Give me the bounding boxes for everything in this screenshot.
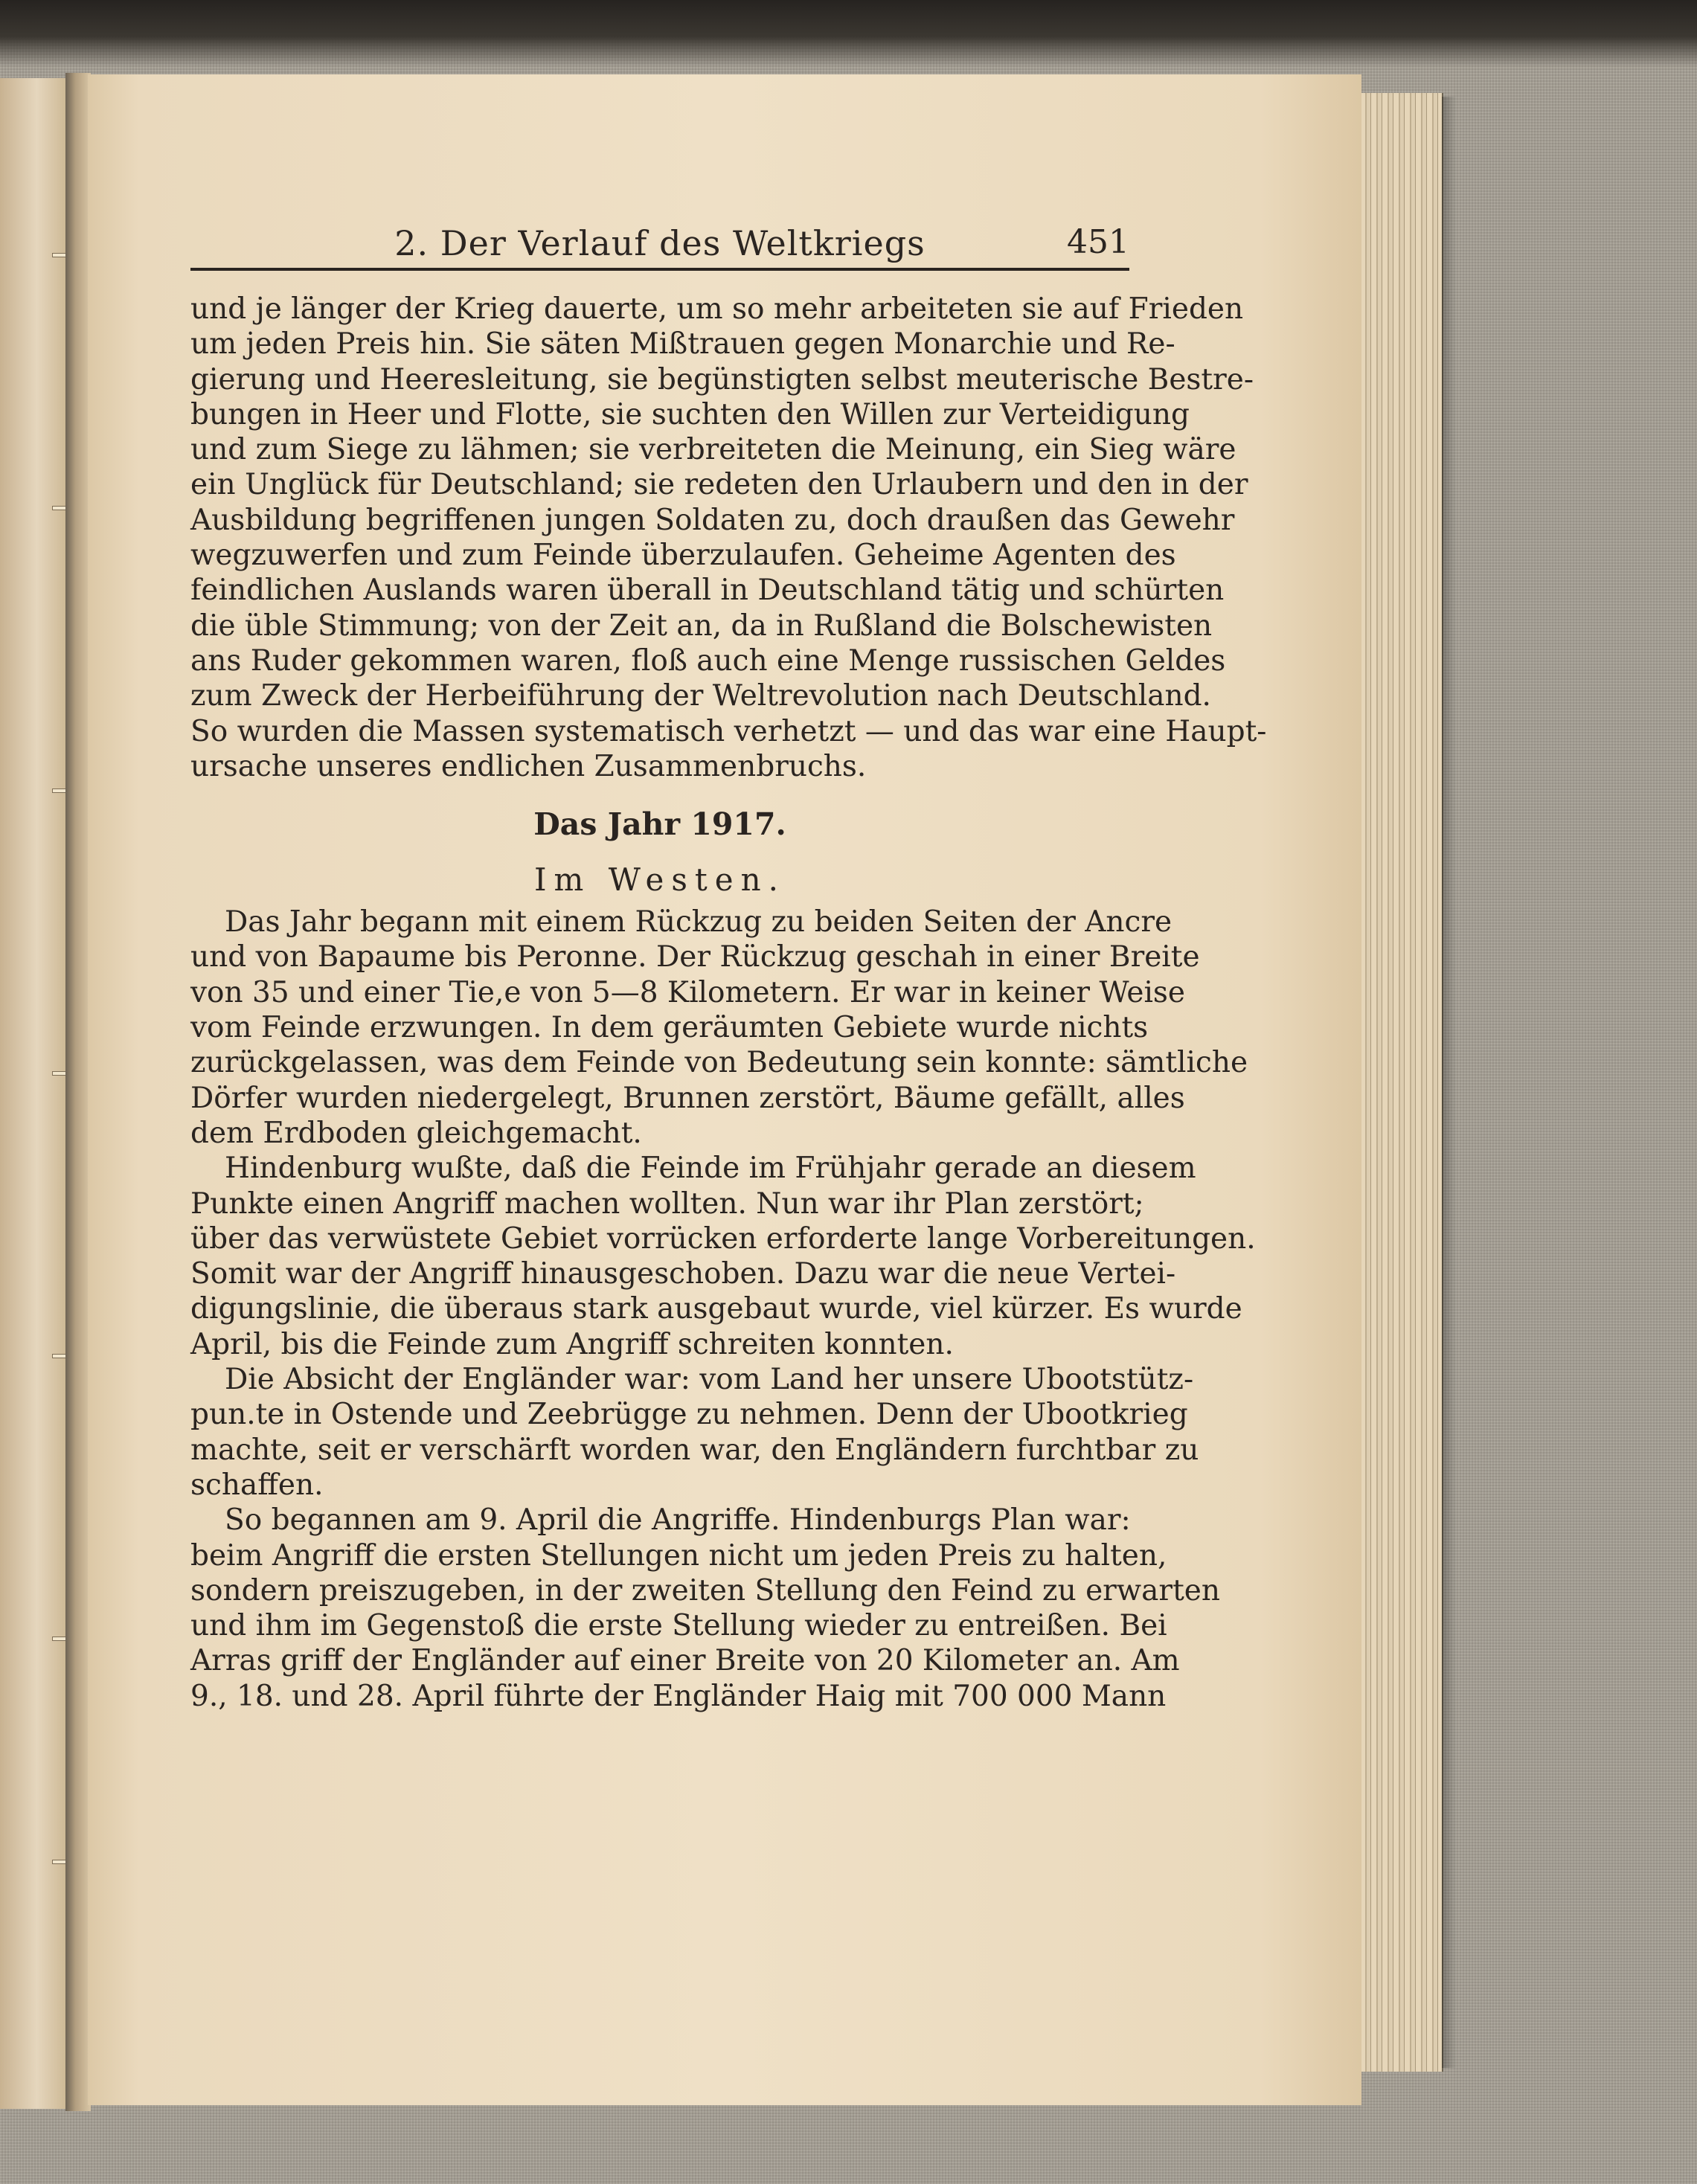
text-line: und ihm im Gegenstoß die erste Stellung wieder zu entreißen. Bei [190, 1609, 1167, 1643]
paragraph [190, 1503, 1220, 1714]
text-line: pun.te in Ostende und Zeebrügge zu nehmen. Denn der Ubootkrieg [190, 1398, 1188, 1432]
page-header [190, 223, 1129, 275]
text-line: und von Bapaume bis Peronne. Der Rückzug geschah in einer Breite [190, 940, 1200, 974]
text-line: bungen in Heer und Flotte, sie suchten den Willen zur Verteidigung [190, 397, 1190, 431]
text-line: Arras griff der Engländer auf einer Breite von 20 Kilometer an. Am [190, 1644, 1180, 1678]
text-line: 9., 18. und 28. April führte der Engländer Haig mit 700 000 Mann [190, 1679, 1167, 1713]
page-stack-edges [1360, 93, 1443, 2072]
text-line: So wurden die Massen systematisch verhetzt — und das war eine Haupt- [190, 714, 1267, 748]
text-line: ursache unseres endlichen Zusammenbruchs. [190, 749, 867, 783]
text-line: Hindenburg wußte, daß die Feinde im Frühjahr gerade an diesem [225, 1152, 1196, 1186]
text-line: Somit war der Angriff hinausgeschoben. Dazu war die neue Vertei- [190, 1257, 1176, 1291]
text-line: um jeden Preis hin. Sie säten Mißtrauen gegen Monarchie und Re- [190, 327, 1175, 362]
background-shadow [0, 0, 1697, 67]
paragraph [190, 1151, 1256, 1362]
section-heading-west: Im Westen. [533, 861, 786, 899]
running-head: 2. Der Verlauf des Weltkriegs [394, 223, 926, 263]
text-line: April, bis die Feinde zum Angriff schreiten konnten. [190, 1327, 954, 1361]
text-line: und zum Siege zu lähmen; sie verbreiteten die Meinung, ein Sieg wäre [190, 433, 1236, 467]
text-line: machte, seit er verschärft worden war, den Engländern furchtbar zu [190, 1433, 1199, 1467]
text-line: Ausbildung begriffenen jungen Soldaten zu, doch draußen das Gewehr [190, 503, 1235, 537]
text-line: gierung und Heeresleitung, sie begünstigten selbst meuterische Bestre- [190, 362, 1254, 396]
page-edge-shadow [1442, 97, 1457, 2068]
text-line: von 35 und einer Tie,e von 5—8 Kilometern. Er war in keiner Weise [190, 975, 1186, 1009]
text-line: Die Absicht der Engländer war: vom Land her unsere Ubootstütz- [225, 1363, 1194, 1397]
text-line: sondern preiszugeben, in der zweiten Stellung den Feind zu erwarten [190, 1573, 1220, 1608]
body-text [190, 292, 1267, 1714]
text-line: feindlichen Auslands waren überall in Deutschland tätig und schürten [190, 574, 1225, 608]
text-line: beim Angriff die ersten Stellungen nicht um jeden Preis zu halten, [190, 1538, 1167, 1573]
header-rule [190, 268, 1129, 271]
text-line: schaffen. [190, 1468, 324, 1502]
text-line: Dörfer wurden niedergelegt, Brunnen zerstört, Bäume gefällt, alles [190, 1081, 1185, 1115]
text-line: und je länger der Krieg dauerte, um so mehr arbeiteten sie auf Frieden [190, 292, 1244, 326]
paragraph-continued [190, 292, 1267, 784]
text-line: digungslinie, die überaus stark ausgebaut wurde, viel kürzer. Es wurde [190, 1292, 1242, 1326]
text-line: über das verwüstete Gebiet vorrücken erforderte lange Vorbereitungen. [190, 1221, 1256, 1256]
page-number: 451 [1067, 223, 1129, 261]
text-line: ans Ruder gekommen waren, floß auch eine Menge russischen Geldes [190, 643, 1226, 678]
text-line: Das Jahr begann mit einem Rückzug zu beiden Seiten der Ancre [225, 905, 1172, 940]
text-line: wegzuwerfen und zum Feinde überzulaufen. Geheime Agenten des [190, 539, 1176, 573]
text-line: zurückgelassen, was dem Feinde von Bedeutung sein konnte: sämtliche [190, 1046, 1248, 1080]
text-line: So begannen am 9. April die Angriffe. Hindenburgs Plan war: [225, 1503, 1131, 1538]
text-line: ein Unglück für Deutschland; sie redeten den Urlaubern und den in der [190, 468, 1248, 502]
text-line: vom Feinde erzwungen. In dem geräumten Gebiete wurde nichts [190, 1011, 1149, 1045]
section-heading-year: Das Jahr 1917. [533, 806, 786, 843]
text-line: zum Zweck der Herbeiführung der Weltrevolution nach Deutschland. [190, 679, 1211, 713]
paragraph [190, 905, 1248, 1151]
text-line: Punkte einen Angriff machen wollten. Nun war ihr Plan zerstört; [190, 1186, 1144, 1221]
paragraph [190, 1362, 1199, 1503]
page-gutter [65, 73, 91, 2111]
text-line: dem Erdboden gleichgemacht. [190, 1116, 642, 1150]
text-line: die üble Stimmung; von der Zeit an, da in Rußland die Bolschewisten [190, 608, 1213, 643]
